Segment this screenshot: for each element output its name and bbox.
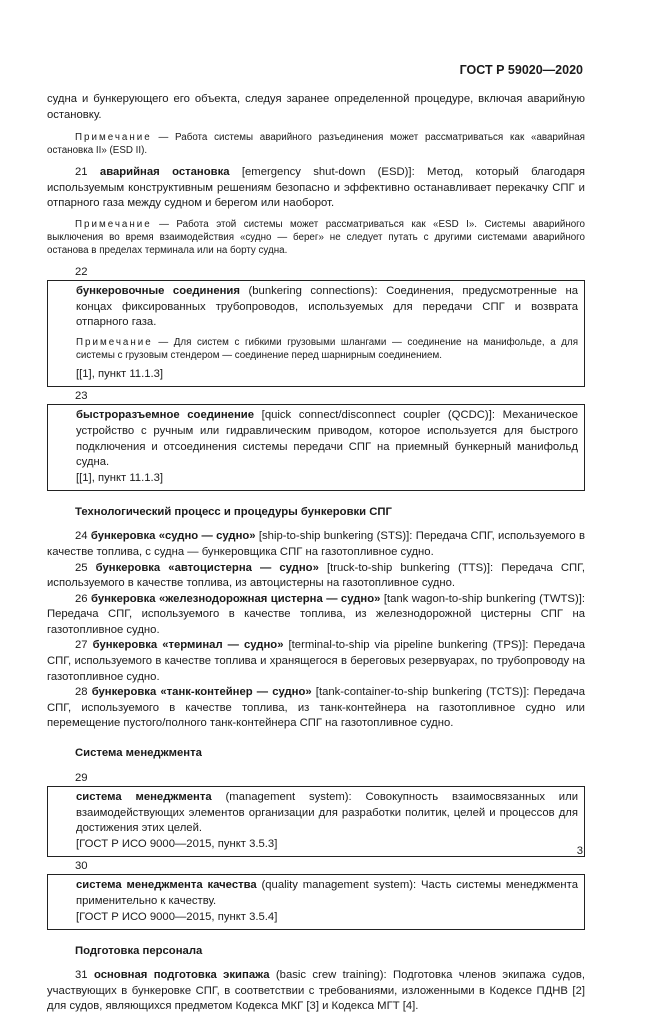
- term-name: быстроразъемное соединение: [76, 409, 255, 422]
- term-name: бункеровка «танк-контейнер — судно»: [91, 686, 312, 699]
- term-24: 24 бункеровка «судно — судно» [ship-to-ship bunkering (STS)]: Передача СПГ, используемого в качестве топлива, с судна — бункеровщика СПГ на газотопливное судно.: [47, 530, 585, 558]
- term-name: основная подготовка экипажа: [93, 969, 270, 982]
- term-name: аварийная остановка: [99, 166, 230, 179]
- term-22: бункеровочные соединения (bunkering connections): Соединения, предусмотренные на концах фиксированных трубопроводов, используемых для передачи СПГ и возврата отпарного газа.: [76, 284, 579, 329]
- term-30: система менеджмента качества (quality management system): Часть системы менеджмента применительно к качеству.: [76, 879, 578, 907]
- term-reference: [[1], пункт 11.1.3]: [76, 367, 164, 380]
- section-heading-bunkering: Технологический процесс и процедуры бункеровки СПГ: [75, 506, 392, 519]
- term-25: 25 бункеровка «автоцистерна — судно» [truck-to-ship bunkering (TTS)]: Передача СПГ, используемого в качестве топлива, из автоцистерны на газотопливное судно.: [47, 561, 585, 590]
- term-reference: [ГОСТ Р ИСО 9000—2015, пункт 3.5.3]: [76, 837, 278, 850]
- term-name: бункеровка «железнодорожная цистерна — судно»: [91, 592, 381, 605]
- note-label: Примечание: [75, 132, 152, 144]
- term-21: 21 аварийная остановка [emergency shut-down (ESD)]: Метод, который благодаря используемым конструктивным решениям безопасно и эффективно останавливает перекачку СПГ и отпарного газа между судном и берегом или наоборот.: [47, 166, 585, 210]
- term-27: 27 бункеровка «терминал — судно» [terminal-to-ship via pipeline bunkering (TPS)]: Передача СПГ, используемого в качестве топлива и хранящегося в береговых резервуарах, по трубопроводу на газотопливное судно.: [47, 639, 585, 683]
- note-2: Примечание — Работа этой системы может рассматриваться как «ESD I». Системы аварийного выключения во время взаимодействия «судно — берег» не следует путать с другими системами аварийного останова в пределах терминала или на борту судна.: [47, 218, 585, 256]
- note-label: Примечание: [76, 336, 153, 348]
- term-number-22: 22: [75, 265, 88, 278]
- term-box-30: [47, 874, 585, 930]
- term-name: бункеровка «терминал — судно»: [92, 639, 284, 652]
- term-box-23: [47, 404, 585, 491]
- term-box-29: [47, 786, 585, 857]
- term-28: 28 бункеровка «танк-контейнер — судно» [tank-container-to-ship bunkering (TCTS)]: Передача СПГ, используемого в качестве топлива, из танк-контейнера на газотопливное судно или перемещение пустого/полного танк-контейнера СПГ на газотопливное судно.: [47, 686, 585, 730]
- term-reference: [[1], пункт 11.1.3]: [76, 471, 164, 484]
- document-id: ГОСТ Р 59020—2020: [459, 63, 583, 77]
- page-number: 3: [576, 845, 583, 857]
- term-26: 26 бункеровка «железнодорожная цистерна — судно» [tank wagon-to-ship bunkering (TWTS)]: Передача СПГ, используемого в качестве топлива, из железнодорожной цистерны СПГ на газотопливное судно.: [47, 592, 585, 636]
- note-3: Примечание — Для систем с гибкими грузовыми шлангами — соединение на манифольде, а для системы с грузовым стендером — соединение перед шарнирным соединением.: [76, 336, 578, 361]
- term-number-30: 30: [75, 860, 88, 873]
- term-name: бункеровка «автоцистерна — судно»: [95, 561, 319, 574]
- term-name: система менеджмента: [76, 791, 212, 804]
- term-box-22: [47, 280, 585, 387]
- page-body: [47, 92, 585, 1015]
- term-31: 31 основная подготовка экипажа (basic crew training): Подготовка членов экипажа судов, участвующих в бункеровке СПГ, в соответствии с требованиями, изложенными в Кодексе ПДНВ [2] для судов, являющихся предметом Кодекса МКГ [3] и Кодекса МГТ [4].: [47, 969, 585, 1013]
- term-number-23: 23: [75, 390, 88, 403]
- note-label: Примечание: [75, 218, 152, 230]
- term-reference: [ГОСТ Р ИСО 9000—2015, пункт 3.5.4]: [76, 910, 278, 923]
- term-name: бункеровочные соединения: [76, 284, 240, 297]
- term-29: система менеджмента (management system): Совокупность взаимосвязанных или взаимодействующих элементов организации для разработки политик, целей и процессов для достижения этих целей.: [76, 791, 578, 835]
- term-number-29: 29: [75, 772, 88, 785]
- section-heading-management: Система менеджмента: [75, 747, 202, 760]
- intro-paragraph: судна и бункерующего его объекта, следуя заранее определенной процедуре, включая аварийную остановку.: [47, 93, 585, 121]
- section-heading-training: Подготовка персонала: [75, 945, 203, 958]
- note-1: Примечание — Работа системы аварийного разъединения может рассматриваться как «аварийная остановка II» (ESD II).: [47, 132, 585, 157]
- term-name: система менеджмента качества: [76, 879, 257, 892]
- term-23: быстроразъемное соединение [quick connect/disconnect coupler (QCDC)]: Механическое устройство с ручным или гидравлическим приводом, которое используется для быстрого подключения и отсоединения системы передачи СПГ на приемный бункерный манифольд судна.: [76, 409, 578, 469]
- term-name: бункеровка «судно — судно»: [90, 530, 256, 543]
